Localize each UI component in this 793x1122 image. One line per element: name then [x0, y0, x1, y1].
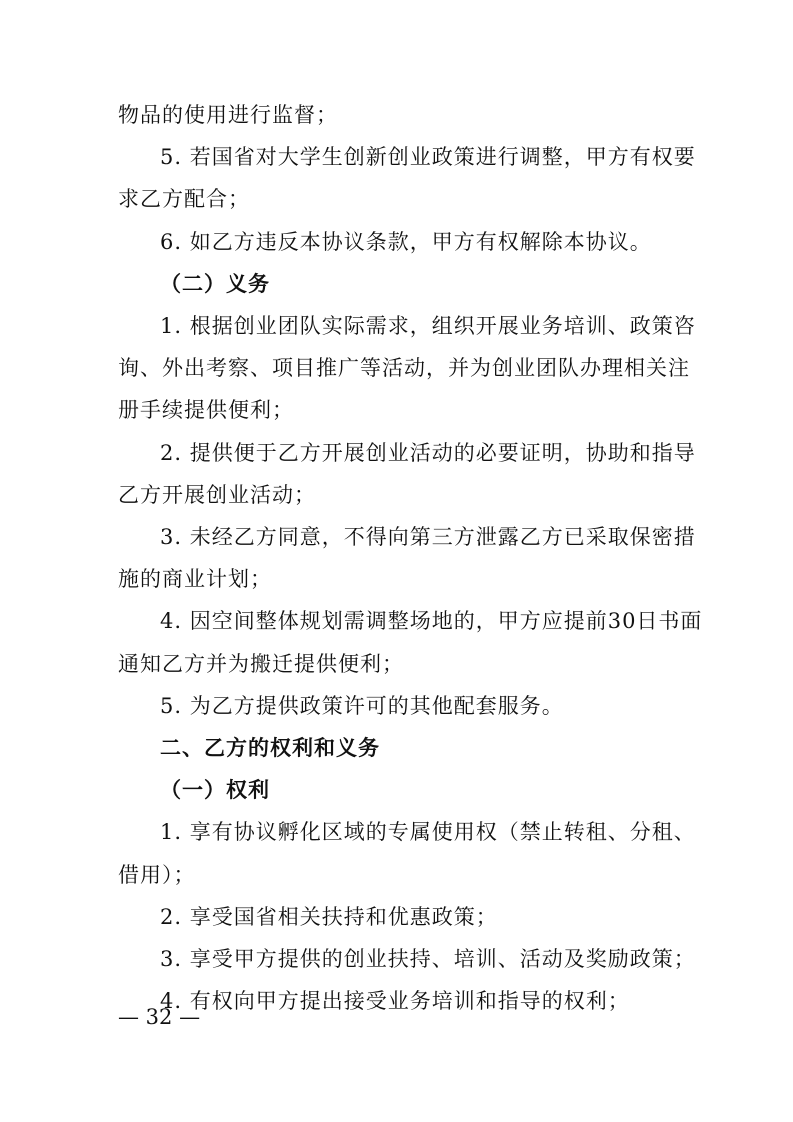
section-heading: 二、乙方的权利和义务	[160, 736, 380, 760]
text-line: 6. 如乙方违反本协议条款，甲方有权解除本协议。	[160, 229, 652, 254]
text-line: 2. 提供便于乙方开展创业活动的必要证明，协助和指导	[160, 440, 696, 465]
text-line: 册手续提供便利；	[118, 398, 294, 423]
text-line: 4. 有权向甲方提出接受业务培训和指导的权利；	[160, 989, 630, 1014]
text-line: 3. 未经乙方同意，不得向第三方泄露乙方已采取保密措	[160, 525, 696, 549]
text-line: 借用）；	[118, 862, 196, 887]
section-heading: （一）权利	[160, 778, 270, 803]
text-line: 乙方开展创业活动；	[118, 482, 316, 507]
text-line: 1. 享有协议孵化区域的专属使用权（禁止转租、分租、	[160, 820, 696, 845]
text-line: 3. 享受甲方提供的创业扶持、培训、活动及奖励政策；	[160, 947, 696, 971]
text-line: 5. 为乙方提供政策许可的其他配套服务。	[160, 693, 564, 718]
text-line: 求乙方配合；	[118, 187, 250, 212]
text-line: 1. 根据创业团队实际需求，组织开展业务培训、政策咨	[160, 314, 696, 338]
section-heading: （二）义务	[160, 271, 270, 296]
page-number: — 32 —	[118, 1005, 201, 1029]
text-line: 物品的使用进行监督；	[118, 103, 338, 127]
text-line: 询、外出考察、项目推广等活动，并为创业团队办理相关注	[118, 356, 690, 381]
text-line: 4. 因空间整体规划需调整场地的，甲方应提前30日书面	[160, 609, 703, 634]
text-line: 2. 享受国省相关扶持和优惠政策；	[160, 904, 498, 929]
text-line: 5. 若国省对大学生创新创业政策进行调整，甲方有权要	[160, 145, 696, 170]
text-line: 通知乙方并为搬迁提供便利；	[118, 651, 404, 676]
text-line: 施的商业计划；	[118, 567, 272, 592]
